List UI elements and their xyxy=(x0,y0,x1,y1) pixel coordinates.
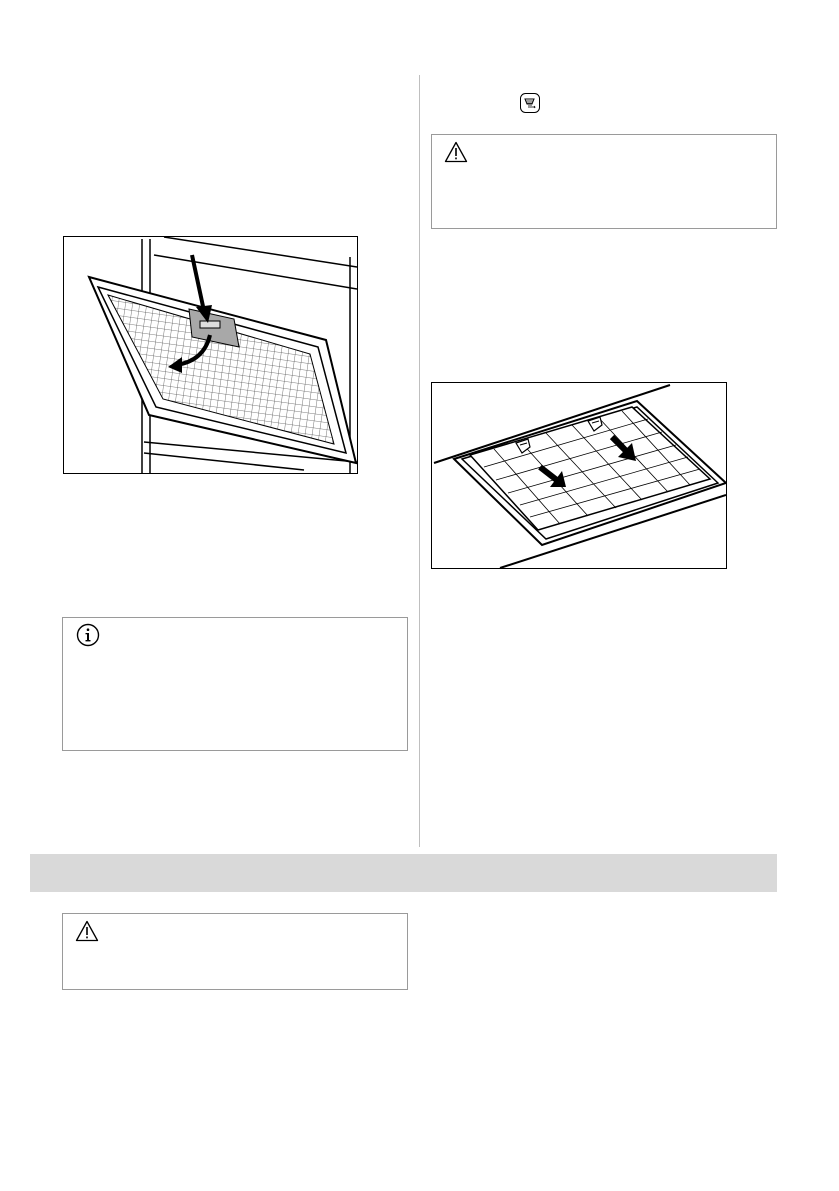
info-circle-icon xyxy=(76,623,100,647)
warning-triangle-icon xyxy=(444,141,468,163)
charcoal-filter-installation-illustration xyxy=(431,382,727,569)
illustration-svg xyxy=(432,383,726,568)
grease-filter-removal-illustration xyxy=(63,236,358,474)
info-notice-box xyxy=(62,617,408,751)
section-heading-bar xyxy=(30,854,777,892)
warning-triangle-icon xyxy=(75,920,99,942)
warning-notice-box xyxy=(431,134,777,229)
grease-filter-icon xyxy=(520,93,540,113)
illustration-svg xyxy=(64,237,357,473)
warning-notice-box-bottom xyxy=(62,913,408,990)
column-divider xyxy=(419,75,420,847)
